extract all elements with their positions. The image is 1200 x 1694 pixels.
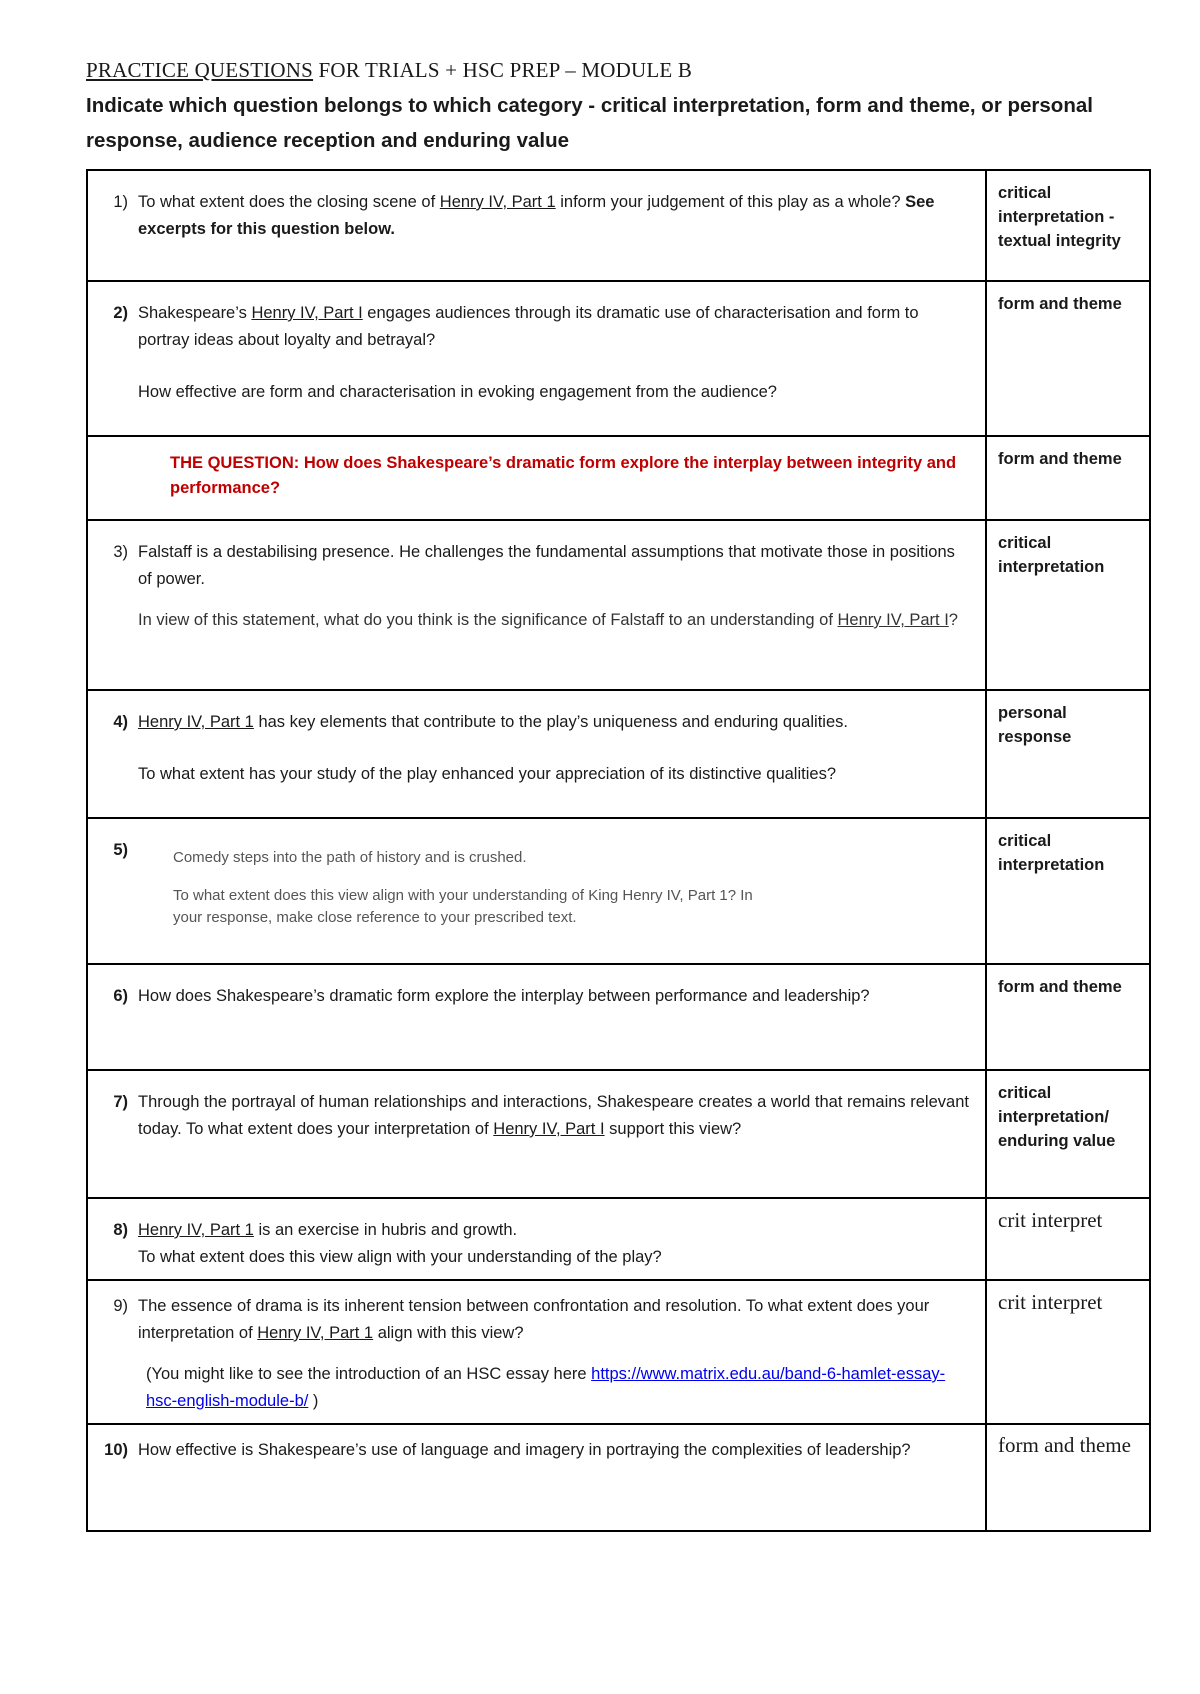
question-text	[138, 837, 971, 929]
question-number: 9)	[113, 1297, 128, 1315]
text-title: Henry IV, Part I	[493, 1120, 605, 1138]
question-text	[138, 189, 971, 243]
question-text	[138, 709, 971, 788]
table-row	[87, 964, 1150, 1070]
question-text	[138, 539, 971, 634]
question-text	[138, 1089, 971, 1143]
question-subquestion: To what extent does this view align with your understanding of King Henry IV, Part 1? In your response, make close reference to your prescribed text.	[173, 887, 753, 926]
category-cell: personal response	[986, 690, 1150, 818]
question-cell	[87, 818, 986, 964]
category-cell: form and theme	[986, 964, 1150, 1070]
question-text-part: To what extent does the closing scene of	[138, 193, 440, 211]
essay-note	[138, 1361, 971, 1415]
category-cell: form and theme	[986, 436, 1150, 520]
question-cell	[87, 964, 986, 1070]
table-row	[87, 1280, 1150, 1424]
text-title: Henry IV, Part I	[251, 304, 363, 322]
text-title: Henry IV, Part 1	[257, 1324, 374, 1342]
table-row	[87, 170, 1150, 281]
question-cell	[87, 170, 986, 281]
question-subquestion: How effective are form and characterisation in evoking engagement from the audience?	[138, 383, 777, 401]
question-number: 2)	[113, 304, 128, 322]
category-cell: critical interpretation - textual integrity	[986, 170, 1150, 281]
category-cell: form and theme	[986, 281, 1150, 436]
question-text-part: Through the portrayal of human relationships and interactions, Shakespeare creates a world that remains relevant today. To what extent does your interpretation of	[138, 1093, 969, 1138]
table-row	[87, 281, 1150, 436]
question-text: How does Shakespeare’s dramatic form explore the interplay between performance and leadership?	[138, 987, 870, 1005]
question-cell	[87, 690, 986, 818]
instructions: Indicate which question belongs to which category - critical interpretation, form and theme, or personal response, audience reception and enduring value	[86, 94, 1093, 152]
question-cell	[87, 520, 986, 690]
text-title: Henry IV, Part 1	[138, 1221, 254, 1239]
document-title	[86, 58, 692, 83]
text-title: Henry IV, Part I	[837, 611, 949, 629]
table-row	[87, 1424, 1150, 1531]
table-row	[87, 520, 1150, 690]
question-cell	[87, 281, 986, 436]
question-text-part: Shakespeare’s	[138, 304, 252, 322]
question-number: 7)	[113, 1093, 128, 1111]
question-number: 5)	[113, 841, 128, 859]
title-rest: FOR TRIALS + HSC PREP – MODULE B	[313, 58, 693, 82]
question-text-part: ?	[948, 611, 958, 629]
title-underlined-part: PRACTICE QUESTIONS	[86, 58, 314, 82]
question-cell	[87, 1198, 986, 1280]
question-number: 8)	[113, 1221, 128, 1239]
table-row	[87, 818, 1150, 964]
note-text: )	[308, 1392, 319, 1410]
question-text: How effective is Shakespeare’s use of language and imagery in portraying the complexities of leadership?	[138, 1441, 911, 1459]
questions-table	[86, 169, 1151, 1532]
question-cell	[87, 1424, 986, 1531]
text-title: Henry IV, Part 1	[138, 713, 254, 731]
question-text-part: The essence of drama is its inherent tension between confrontation and resolution. To what extent does your interpretation of	[138, 1297, 930, 1342]
table-row	[87, 436, 1150, 520]
category-cell: crit interpret	[986, 1280, 1150, 1424]
question-cell	[87, 1070, 986, 1198]
question-number: 1)	[113, 193, 128, 211]
question-subquestion: To what extent has your study of the play enhanced your appreciation of its distinctive qualities?	[138, 765, 836, 783]
question-number: 6)	[113, 987, 128, 1005]
essay-link[interactable]: https://www.matrix.edu.au/band-6-hamlet-essay-hsc-english-module-b/	[146, 1365, 946, 1410]
question-number: 4)	[113, 713, 128, 731]
question-text-part: engages audiences through its dramatic use of characterisation and form to portray ideas about loyalty and betrayal?	[138, 304, 919, 349]
table-row	[87, 1070, 1150, 1198]
question-subquestion: To what extent does this view align with your understanding of the play?	[138, 1248, 662, 1266]
category-cell: critical interpretation	[986, 818, 1150, 964]
question-text-part: has key elements that contribute to the play’s uniqueness and enduring qualities.	[253, 713, 848, 731]
question-number: 10)	[104, 1441, 128, 1459]
note-text: (You might like to see the introduction of an HSC essay here	[146, 1365, 592, 1383]
question-text-part: is an exercise in hubris and growth.	[253, 1221, 518, 1239]
question-text	[138, 300, 971, 406]
question-cell	[87, 436, 986, 520]
table-row	[87, 690, 1150, 818]
question-text	[138, 1217, 971, 1271]
featured-question: THE QUESTION: How does Shakespeare’s dramatic form explore the interplay between integrity and performance?	[170, 454, 957, 497]
category-cell: critical interpretation	[986, 520, 1150, 690]
table-row	[87, 1198, 1150, 1280]
question-number: 3)	[113, 543, 128, 561]
category-cell: form and theme	[986, 1424, 1150, 1531]
excerpt-note: See excerpts for this question below.	[138, 193, 935, 238]
question-text-part: inform your judgement of this play as a whole?	[555, 193, 906, 211]
category-cell: critical interpretation/ enduring value	[986, 1070, 1150, 1198]
category-cell: crit interpret	[986, 1198, 1150, 1280]
question-text-part: align with this view?	[373, 1324, 524, 1342]
question-text	[138, 1293, 971, 1415]
text-title: Henry IV, Part 1	[439, 193, 556, 211]
question-text-part: support this view?	[604, 1120, 742, 1138]
question-cell	[87, 1280, 986, 1424]
question-statement: Comedy steps into the path of history and is crushed.	[173, 849, 527, 866]
question-statement: Falstaff is a destabilising presence. He challenges the fundamental assumptions that motivate those in positions of power.	[138, 543, 955, 588]
question-text-part: In view of this statement, what do you think is the significance of Falstaff to an understanding of	[138, 611, 838, 629]
